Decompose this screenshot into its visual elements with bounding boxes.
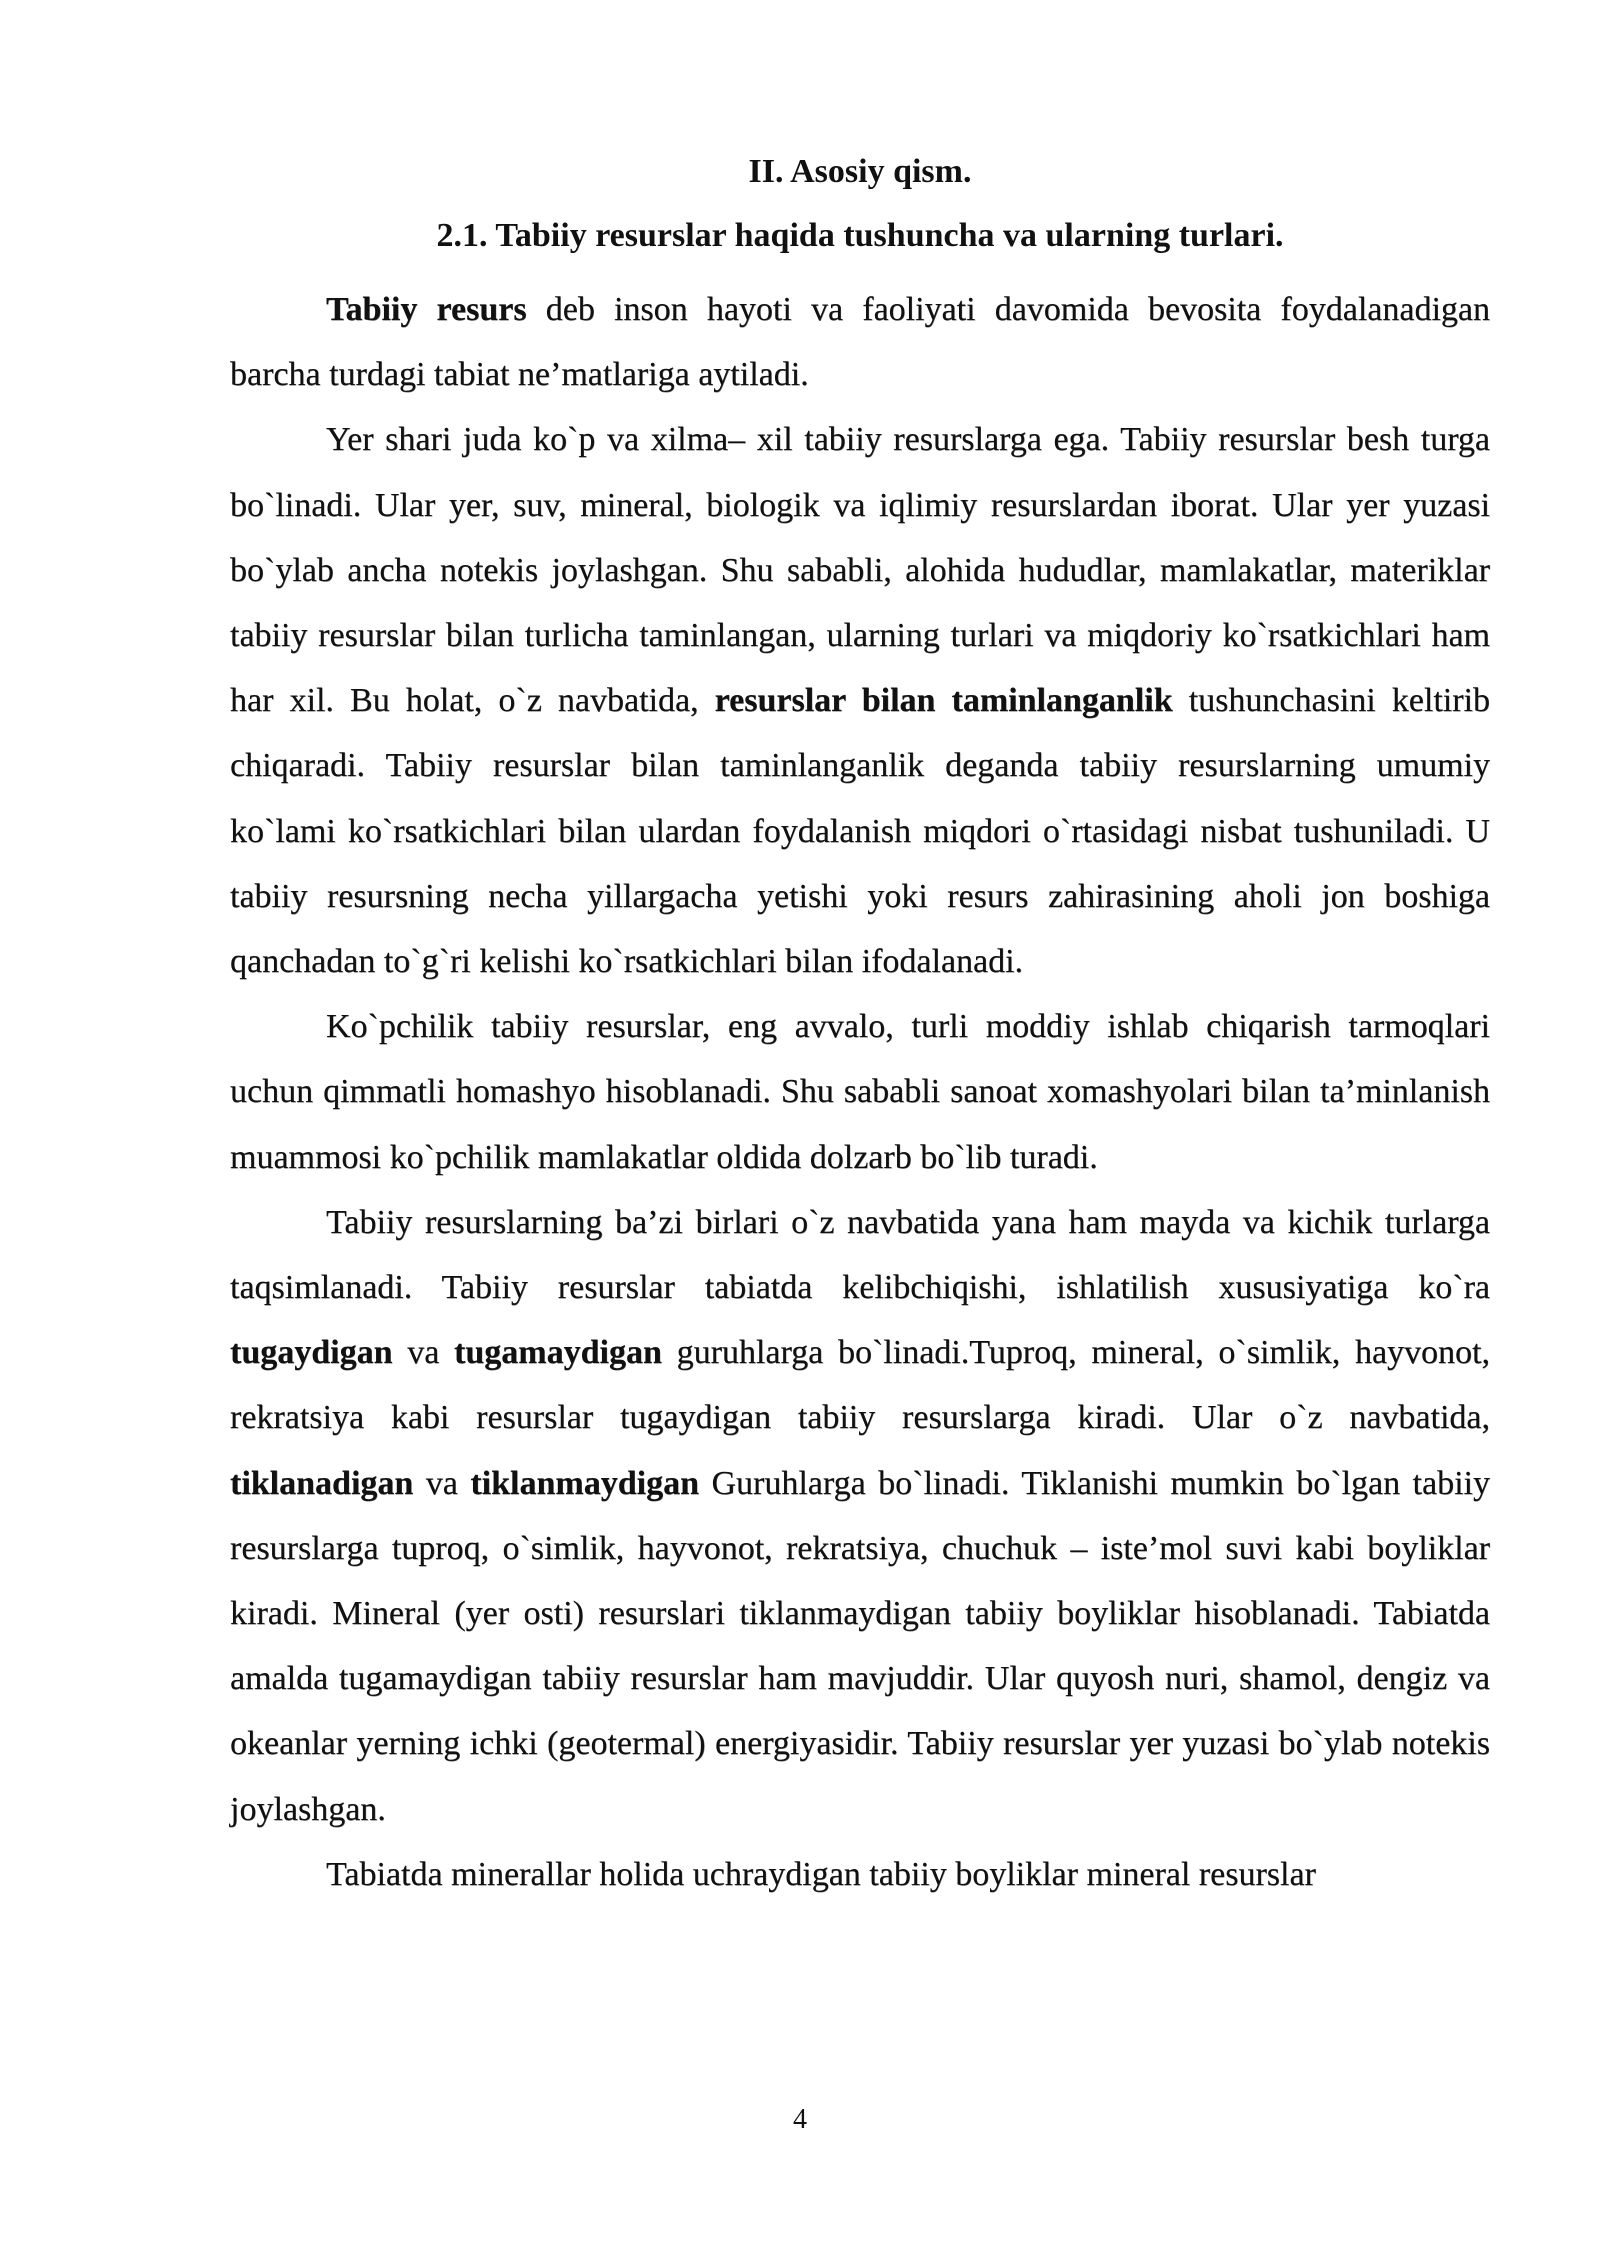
paragraph-text: deb inson hayoti va faoliyati davomida bevosita foydalanadigan barcha turdagi tabiat ne’matlariga aytiladi. <box>230 291 1490 394</box>
paragraph-text: Guruhlarga bo`linadi. Tiklanishi mumkin bo`lgan tabiiy resurslarga tuproq, o`simlik, hayvonot, rekratsiya, chuchuk – iste’mol suvi kabi boyliklar kiradi. Mineral (yer osti) resurslari tiklanmaydigan tabiiy boyliklar hisoblanadi. Tabiatda amalda tugamaydigan tabiiy resurslar ham mavjuddir. Ular quyosh nuri, shamol, dengiz va okeanlar yerning ichki (geotermal) energiyasidir. Tabiiy resurslar yer yuzasi bo`ylab notekis joylashgan. <box>230 1464 1490 1828</box>
paragraph-text: guruhlarga bo`linadi.Tuproq, mineral, o`simlik, hayvonot, rekratsiya kabi resurslar tugaydigan tabiiy resurslarga kiradi. Ular o`z navbatida, <box>230 1334 1491 1437</box>
paragraph-text: Yer shari juda ko`p va xilma– xil tabiiy resurslarga ega. Tabiiy resurslar besh turga bo`linadi. Ular yer, suv, mineral, biologik va iqlimiy resurslardan iborat. Ular yer yuzasi bo`ylab ancha notekis joylashgan. Shu sababli, alohida hududlar, mamlakatlar, materiklar tabiiy resurslar bilan turlicha taminlangan, ularning turlari va miqdoriy ko`rsatkichlari ham har xil. Bu holat, o`z navbatida, <box>230 421 1490 720</box>
section-title: II. Asosiy qism. <box>748 153 972 190</box>
term-tugaydigan: tugaydigan <box>230 1334 393 1372</box>
paragraph-text: va <box>413 1464 471 1502</box>
page-number: 4 <box>793 2104 807 2135</box>
paragraph-resource-types <box>230 407 1490 994</box>
paragraph-text: va <box>392 1334 455 1372</box>
term-resurslar-bilan-taminlanganlik: resurslar bilan taminlanganlik <box>714 682 1173 720</box>
term-tiklanmaydigan: tiklanmaydigan <box>470 1464 699 1502</box>
paragraph-text: Tabiiy resurslarning ba’zi birlari o`z navbatida yana ham mayda va kichik turlarga taqsimlanadi. Tabiiy resurslar tabiatda kelibchiqishi, ishlatilish xususiyatiga ko`ra <box>230 1203 1490 1307</box>
paragraph-minerals <box>230 1842 1490 1907</box>
paragraph-definition <box>230 277 1490 407</box>
paragraph-text: Ko`pchilik tabiiy resurslar, eng avvalo, turli moddiy ishlab chiqarish tarmoqlari uchun qimmatli homashyo hisoblanadi. Shu sababli sanoat xomashyolari bilan ta’minlanish muammosi ko`pchilik mamlakatlar oldida dolzarb bo`lib turadi. <box>230 1008 1490 1176</box>
document-page <box>230 150 1490 1907</box>
paragraph-text: Tabiatda minerallar holida uchraydigan tabiiy boyliklar mineral resurslar <box>326 1855 1316 1893</box>
paragraph-text: tushunchasini keltirib chiqaradi. Tabiiy resurslar bilan taminlanganlik deganda tabiiy resurslarning umumiy ko`lami ko`rsatkichlari bilan ulardan foydalanish miqdori o`rtasidagi nisbat tushuniladi. U tabiiy resursning necha yillargacha yetishi yoki resurs zahirasining aholi jon boshiga qanchadan to`g`ri kelishi ko`rsatkichlari bilan ifodalanadi. <box>230 682 1490 981</box>
paragraph-raw-materials <box>230 994 1490 1190</box>
paragraph-classification <box>230 1190 1490 1842</box>
term-tabiiy-resurs: Tabiiy resurs <box>326 291 527 328</box>
term-tugamaydigan: tugamaydigan <box>454 1334 662 1372</box>
term-tiklanadigan: tiklanadigan <box>230 1464 414 1502</box>
subsection-title: 2.1. Tabiiy resurslar haqida tushuncha va ularning turlari. <box>436 217 1284 254</box>
